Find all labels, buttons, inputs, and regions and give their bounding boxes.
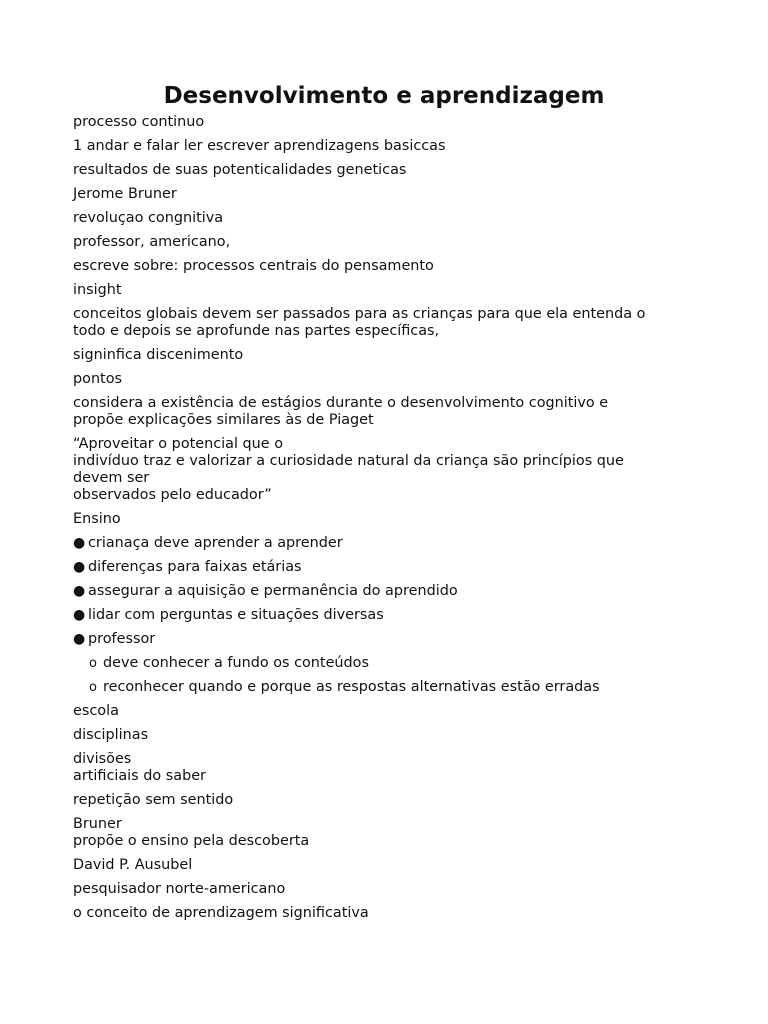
- text-line: todo e depois se aprofunde nas partes específicas,: [73, 323, 440, 339]
- text-line: artificiais do saber: [73, 768, 206, 784]
- text-line: escola: [73, 703, 119, 719]
- quote-paragraph: [73, 436, 713, 504]
- list-item-text: reconhecer quando e porque as respostas alternativas estão erradas: [103, 679, 600, 695]
- sub-list-item: [89, 655, 713, 672]
- text-line: devem ser: [73, 470, 150, 486]
- section-label: Ensino: [73, 511, 121, 527]
- list-item: [73, 559, 713, 576]
- text-line: Bruner: [73, 816, 122, 832]
- sub-list-item: [89, 679, 713, 696]
- bullet-icon: ●: [73, 583, 86, 599]
- text-line: processo continuo: [73, 114, 205, 130]
- list-item-text: lidar com perguntas e situações diversas: [88, 607, 384, 623]
- text-line: propõe o ensino pela descoberta: [73, 833, 310, 849]
- text-paragraph: [73, 306, 713, 340]
- text-line: o conceito de aprendizagem significativa: [73, 905, 369, 921]
- text-line: “Aproveitar o potencial que o: [73, 436, 284, 452]
- list-item-text: diferenças para faixas etárias: [88, 559, 302, 575]
- text-line: resultados de suas potenticalidades geneticas: [73, 162, 407, 178]
- circle-bullet-icon: o: [89, 680, 97, 695]
- text-line: pontos: [73, 371, 123, 387]
- text-paragraph: [73, 816, 713, 850]
- list-item-text: deve conhecer a fundo os conteúdos: [103, 655, 369, 671]
- text-line: repetição sem sentido: [73, 792, 234, 808]
- text-line: conceitos globais devem ser passados para as crianças para que ela entenda o: [73, 306, 646, 322]
- text-line: pesquisador norte-americano: [73, 881, 286, 897]
- document-title: Desenvolvimento e aprendizagem: [163, 83, 605, 109]
- bullet-icon: ●: [73, 535, 86, 551]
- text-line: David P. Ausubel: [73, 857, 193, 873]
- text-line: disciplinas: [73, 727, 149, 743]
- text-line: considera a existência de estágios durante o desenvolvimento cognitivo e: [73, 395, 609, 411]
- text-paragraph: [73, 395, 713, 429]
- text-line: signinfica discenimento: [73, 347, 244, 363]
- circle-bullet-icon: o: [89, 656, 97, 671]
- document-body: [73, 114, 713, 929]
- text-line: divisões: [73, 751, 132, 767]
- text-line: escreve sobre: processos centrais do pensamento: [73, 258, 434, 274]
- list-item-text: crianaça deve aprender a aprender: [88, 535, 343, 551]
- list-item-text: assegurar a aquisição e permanência do aprendido: [88, 583, 458, 599]
- bullet-icon: ●: [73, 607, 86, 623]
- bullet-icon: ●: [73, 559, 86, 575]
- bullet-icon: ●: [73, 631, 86, 647]
- text-paragraph: [73, 751, 713, 785]
- text-line: Jerome Bruner: [73, 186, 177, 202]
- text-line: revoluçao congnitiva: [73, 210, 224, 226]
- list-item-text: professor: [88, 631, 156, 647]
- text-line: indivíduo traz e valorizar a curiosidade natural da criança são princípios que: [73, 453, 624, 469]
- text-line: professor, americano,: [73, 234, 231, 250]
- list-item: [73, 607, 713, 624]
- list-item: [73, 631, 713, 648]
- text-line: observados pelo educador”: [73, 487, 272, 503]
- list-item: [73, 535, 713, 552]
- text-line: 1 andar e falar ler escrever aprendizagens basiccas: [73, 138, 446, 154]
- text-line: propõe explicações similares às de Piaget: [73, 412, 374, 428]
- text-line: insight: [73, 282, 122, 298]
- list-item: [73, 583, 713, 600]
